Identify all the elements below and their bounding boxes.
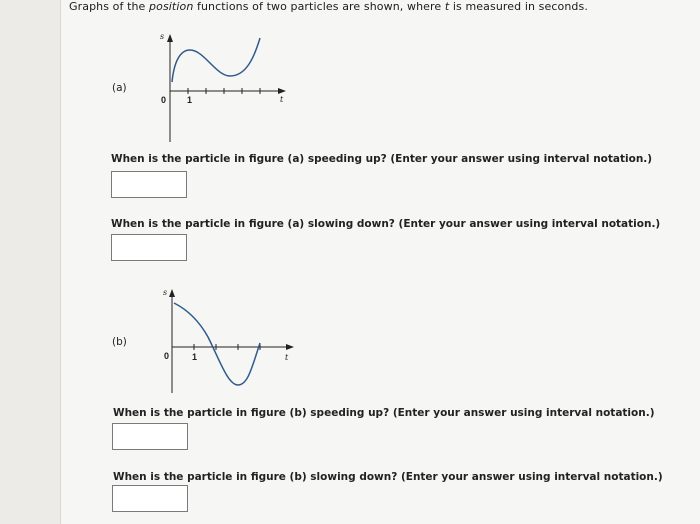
figure-b-label: (b) — [112, 336, 127, 348]
answer-input-b-slowing-down[interactable] — [112, 485, 188, 512]
figure-b-y-arrow — [169, 289, 175, 297]
figure-b-y-label: s — [163, 288, 168, 297]
question-b-speeding-up: When is the particle in figure (b) speeding up? (Enter your answer using interval notation.) — [113, 407, 655, 419]
figure-a-origin-label: 0 — [161, 95, 167, 105]
question-a-speeding-up: When is the particle in figure (a) speeding up? (Enter your answer using interval notation.) — [111, 153, 653, 165]
figure-a-tick-label: 1 — [187, 95, 193, 105]
problem-statement: Graphs of the position functions of two particles are shown, where t is measured in seconds. — [69, 0, 588, 13]
question-a-slowing-down: When is the particle in figure (a) slowing down? (Enter your answer using interval notation.) — [111, 218, 661, 230]
answer-input-a-speeding-up[interactable] — [111, 171, 187, 198]
figure-b-tick-label: 1 — [192, 352, 198, 362]
figure-a-label: (a) — [112, 82, 127, 94]
figure-a-x-arrow — [278, 88, 286, 94]
figure-a-y-arrow — [167, 34, 173, 42]
answer-input-b-speeding-up[interactable] — [112, 423, 188, 450]
question-b-slowing-down: When is the particle in figure (b) slowing down? (Enter your answer using interval notation.) — [113, 471, 663, 483]
figure-b-position-curve — [174, 303, 260, 385]
figure-b-graph — [152, 285, 292, 397]
figure-a-graph — [150, 30, 290, 142]
figure-a-x-label: t — [280, 95, 284, 104]
figure-b-origin-label: 0 — [164, 351, 170, 361]
figure-a-y-label: s — [160, 32, 165, 41]
answer-input-a-slowing-down[interactable] — [111, 234, 187, 261]
figure-a-position-curve — [172, 38, 260, 82]
figure-b-x-label: t — [285, 353, 289, 362]
